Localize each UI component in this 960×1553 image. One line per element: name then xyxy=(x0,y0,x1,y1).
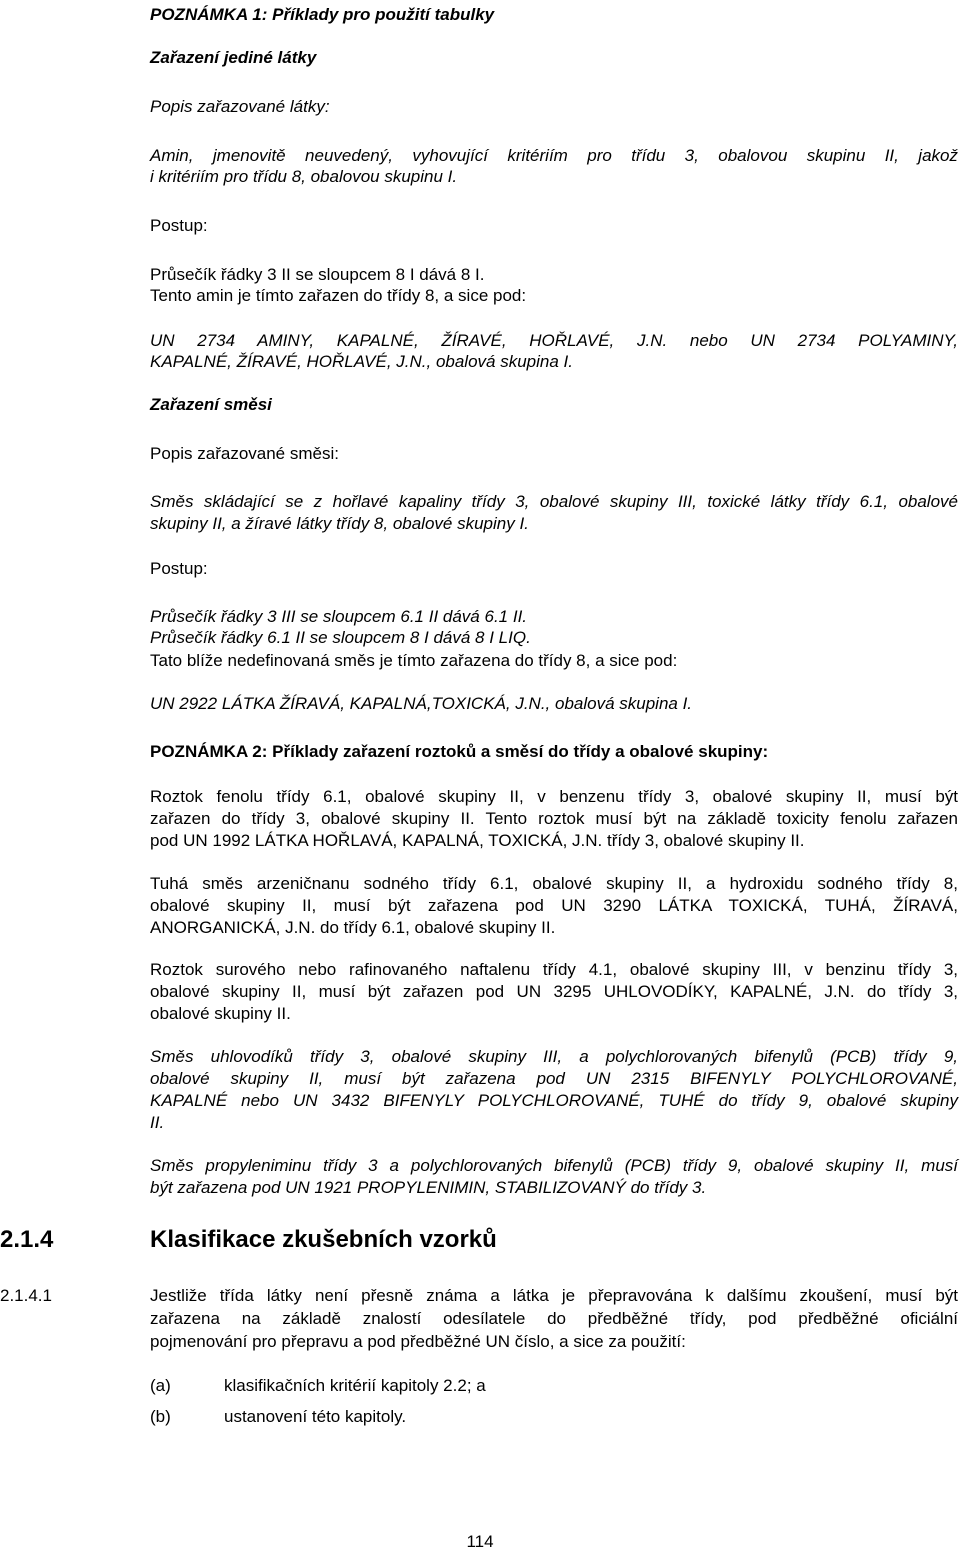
single-proc-line: Průsečík řádky 3 II se sloupcem 8 I dává 8 I. xyxy=(150,265,485,284)
paragraph-line: pojmenování pro přepravu a pod předběžné UN číslo, a sice za použití: xyxy=(150,1332,686,1351)
section-number: 2.1.4 xyxy=(0,1226,54,1253)
note2-p4-line: obalové skupiny II, musí být zařazena pod UN 2315 BIFENYLY POLYCHLOROVANÉ, xyxy=(150,1069,958,1088)
mix-desc-label: Popis zařazované směsi: xyxy=(150,444,339,463)
note2-p4-line: KAPALNÉ nebo UN 3432 BIFENYLY POLYCHLOROVANÉ, TUHÉ do třídy 9, obalové skupiny xyxy=(150,1091,958,1110)
single-desc-label: Popis zařazované látky: xyxy=(150,97,330,116)
mixture-heading: Zařazení směsi xyxy=(150,395,272,414)
note2-p4-line: II. xyxy=(150,1113,165,1132)
paragraph-number: 2.1.4.1 xyxy=(0,1286,52,1305)
list-item-label: (a) xyxy=(150,1376,171,1395)
note1-title: POZNÁMKA 1: Příklady pro použití tabulky xyxy=(150,5,495,24)
note2-p1-line: zařazen do třídy 3, obalové skupiny II. Tento roztok musí být na základě toxicity fenolu zařazen xyxy=(150,809,958,828)
mix-proc-line: Průsečík řádky 6.1 II se sloupcem 8 I dává 8 I LIQ. xyxy=(150,628,531,647)
single-desc-line: Amin, jmenovitě neuvedený, vyhovující kritériím pro třídu 3, obalovou skupinu II, jakož xyxy=(150,146,958,165)
list-item-label: (b) xyxy=(150,1407,171,1426)
mix-desc-line: skupiny II, a žíravé látky třídy 8, obalové skupiny I. xyxy=(150,514,529,533)
single-desc-line: i kritériím pro třídu 8, obalovou skupinu I. xyxy=(150,167,458,186)
note2-p2-line: Tuhá směs arzeničnanu sodného třídy 6.1, obalové skupiny II, a hydroxidu sodného třídy 8, xyxy=(150,874,958,893)
note2-p5-line: Směs propyleniminu třídy 3 a polychlorovaných bifenylů (PCB) třídy 9, obalové skupiny II, musí xyxy=(150,1156,958,1175)
note2-p1-line: pod UN 1992 LÁTKA HOŘLAVÁ, KAPALNÁ, TOXICKÁ, J.N. třídy 3, obalové skupiny II. xyxy=(150,831,805,850)
section-title: Klasifikace zkušebních vzorků xyxy=(150,1226,497,1253)
note2-p1-line: Roztok fenolu třídy 6.1, obalové skupiny II, v benzenu třídy 3, obalové skupiny II, musí být xyxy=(150,787,958,806)
single-proc-line: Tento amin je tímto zařazen do třídy 8, a sice pod: xyxy=(150,286,527,305)
note2-title xyxy=(150,741,768,763)
mix-proc-label: Postup: xyxy=(150,559,208,578)
list-item-text: ustanovení této kapitoly. xyxy=(224,1407,407,1426)
paragraph-line: zařazena na základě znalostí odesílatele do předběžné třídy, pod předběžné oficiální xyxy=(150,1309,958,1328)
mix-desc-line: Směs skládající se z hořlavé kapaliny třídy 3, obalové skupiny III, toxické látky třídy 6.1, obalové xyxy=(150,492,958,511)
note2-p3-line: obalové skupiny II, musí být zařazen pod UN 3295 UHLOVODÍKY, KAPALNÉ, J.N. do třídy 3, xyxy=(150,982,958,1001)
single-proc-label: Postup: xyxy=(150,216,208,235)
list-item-text: klasifikačních kritérií kapitoly 2.2; a xyxy=(224,1376,486,1395)
note2-p5-line: být zařazena pod UN 1921 PROPYLENIMIN, STABILIZOVANÝ do třídy 3. xyxy=(150,1178,707,1197)
note2-p2-line: ANORGANICKÁ, J.N. do třídy 6.1, obalové skupiny II. xyxy=(150,918,556,937)
single-result-line: KAPALNÉ, ŽÍRAVÉ, HOŘLAVÉ, J.N., obalová skupina I. xyxy=(150,352,573,371)
single-substance-heading: Zařazení jediné látky xyxy=(150,48,317,67)
note2-title-text: POZNÁMKA 2: Příklady zařazení roztoků a směsí do třídy a obalové skupiny: xyxy=(150,742,769,761)
note2-p2-line: obalové skupiny II, musí být zařazena pod UN 3290 LÁTKA TOXICKÁ, TUHÁ, ŽÍRAVÁ, xyxy=(150,896,958,915)
single-result-line: UN 2734 AMINY, KAPALNÉ, ŽÍRAVÉ, HOŘLAVÉ, J.N. nebo UN 2734 POLYAMINY, xyxy=(150,331,958,350)
note2-p4-line: Směs uhlovodíků třídy 3, obalové skupiny III, a polychlorovaných bifenylů (PCB) třídy 9, xyxy=(150,1047,958,1066)
mix-proc-line: Průsečík řádky 3 III se sloupcem 6.1 II dává 6.1 II. xyxy=(150,607,528,626)
note2-p3-line: Roztok surového nebo rafinovaného naftalenu třídy 4.1, obalové skupiny III, v benzinu třídy 3, xyxy=(150,960,958,979)
paragraph-line: Jestliže třída látky není přesně známa a látka je přepravována k dalšímu zkoušení, musí být xyxy=(150,1286,958,1305)
mix-result: UN 2922 LÁTKA ŽÍRAVÁ, KAPALNÁ,TOXICKÁ, J.N., obalová skupina I. xyxy=(150,694,693,713)
page-number: 114 xyxy=(466,1532,494,1551)
mix-proc-line: Tato blíže nedefinovaná směs je tímto zařazena do třídy 8, a sice pod: xyxy=(150,651,678,670)
note2-p3-line: obalové skupiny II. xyxy=(150,1004,291,1023)
